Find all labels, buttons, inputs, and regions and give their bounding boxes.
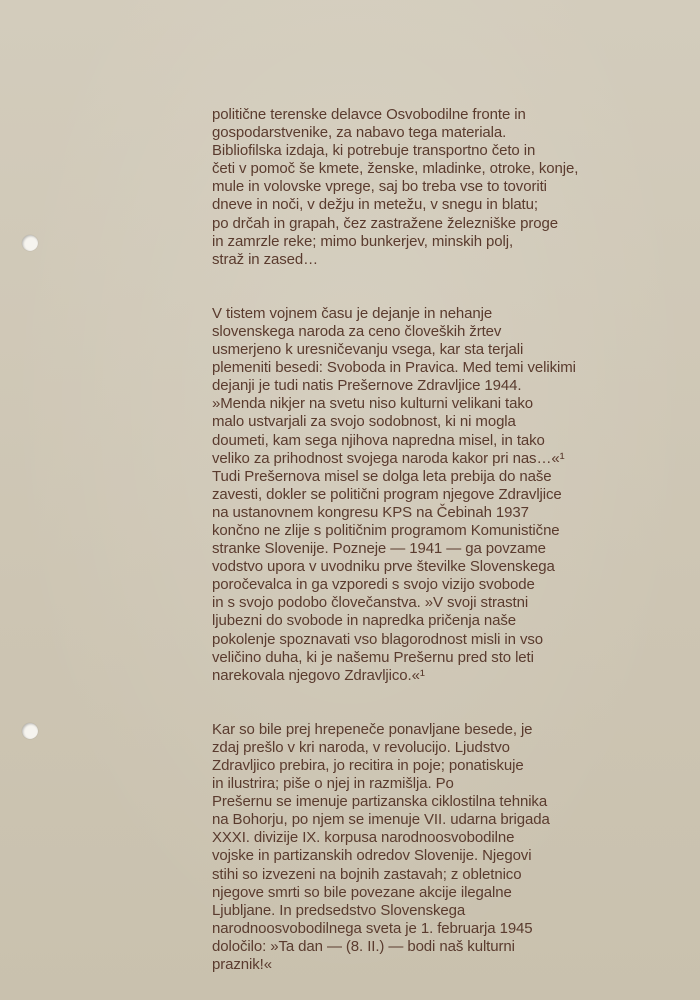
text-line: Zdravljico prebira, jo recitira in poje; ponatiskuje — [212, 757, 524, 774]
paragraph-2 — [212, 305, 582, 685]
text-line: vojske in partizanskih odredov Slovenije. Njegovi — [212, 847, 532, 865]
text-line: XXXI. divizije IX. korpusa narodnoosvobodilne — [212, 829, 515, 847]
punch-hole-bottom — [22, 723, 38, 739]
text-line: poročevalca in ga vzporedi s svojo vizijo svobode — [212, 576, 535, 594]
text-line: mule in volovske vprege, saj bo treba vse to tovoriti — [212, 178, 547, 196]
text-line: četi v pomoč še kmete, ženske, mladinke, otroke, konje, — [212, 160, 579, 178]
text-line: plemeniti besedi: Svoboda in Pravica. Med temi velikimi — [212, 359, 576, 377]
punch-hole-top — [22, 235, 38, 251]
text-line: veliko za prihodnost svojega naroda kakor pri nas…«¹ — [212, 449, 565, 467]
text-line: Kar so bile prej hrepeneče ponavljane besede, je — [212, 720, 533, 738]
text-line: straž in zased… — [212, 250, 319, 268]
text-line: zavesti, dokler se politični program njegove Zdravljice — [212, 485, 562, 503]
text-line: in zamrzle reke; mimo bunkerjev, minskih polj, — [212, 232, 514, 250]
body-text — [212, 106, 582, 974]
text-line: slovenskega naroda za ceno človeških žrtev — [212, 322, 502, 340]
text-line: narodnoosvobodilnega sveta je 1. februarja 1945 — [212, 919, 533, 937]
text-line: po drčah in grapah, čez zastražene železniške proge — [212, 214, 558, 232]
text-line: zdaj prešlo v kri naroda, v revolucijo. Ljudstvo — [212, 738, 510, 756]
text-line: Bibliofilska izdaja, ki potrebuje transportno četo in — [212, 142, 536, 160]
text-line: dejanji je tudi natis Prešernove Zdravljice 1944. — [212, 377, 522, 395]
text-line: Ljubljane. In predsedstvo Slovenskega — [212, 901, 466, 919]
text-line: usmerjeno k uresničevanju vsega, kar sta terjali — [212, 341, 524, 359]
text-line: Prešernu se imenuje partizanska ciklostilna tehnika — [212, 793, 548, 811]
text-line: določilo: »Ta dan — (8. II.) — bodi naš kulturni — [212, 937, 515, 955]
text-line: in ilustrira; piše o njej in razmišlja. Po — [212, 775, 454, 793]
text-line: končno ne zlije s političnim programom Komunistične — [212, 521, 560, 539]
paragraph-1 — [212, 106, 582, 269]
text-line: ljubezni do svobode in napredka pričenja naše — [212, 612, 517, 630]
text-line: veličino duha, ki je našemu Prešernu pred sto leti — [212, 648, 534, 666]
text-line: in s svojo podobo človečanstva. »V svoji strastni — [212, 594, 529, 612]
text-line: pokolenje spoznavati vso blagorodnost misli in vso — [212, 630, 544, 648]
text-line: gospodarstvenike, za nabavo tega materiala. — [212, 124, 507, 142]
text-line: njegove smrti so bile povezane akcije ilegalne — [212, 883, 512, 901]
text-line: politične terenske delavce Osvobodilne fronte in — [212, 106, 526, 123]
text-line: narekovala njegovo Zdravljico.«¹ — [212, 666, 425, 684]
text-line: stranke Slovenije. Pozneje — 1941 — ga povzame — [212, 540, 546, 558]
text-line: na Bohorju, po njem se imenuje VII. udarna brigada — [212, 811, 550, 829]
text-line: vodstvo upora v uvodniku prve številke Slovenskega — [212, 558, 555, 576]
text-line: doumeti, kam sega njihova napredna misel, in tako — [212, 431, 545, 449]
text-line: praznik!« — [212, 956, 272, 974]
text-line: Tudi Prešernova misel se dolga leta prebija do naše — [212, 467, 552, 485]
text-line: dneve in noči, v dežju in metežu, v snegu in blatu; — [212, 196, 538, 214]
paragraph-3 — [212, 721, 582, 974]
text-line: V tistem vojnem času je dejanje in nehanje — [212, 304, 493, 322]
text-line: stihi so izvezeni na bojnih zastavah; z obletnico — [212, 865, 522, 883]
text-line: »Menda nikjer na svetu niso kulturni velikani tako — [212, 395, 534, 413]
text-line: na ustanovnem kongresu KPS na Čebinah 1937 — [212, 503, 529, 521]
text-line: malo ustvarjali za svojo sodobnost, ki ni mogla — [212, 413, 516, 431]
